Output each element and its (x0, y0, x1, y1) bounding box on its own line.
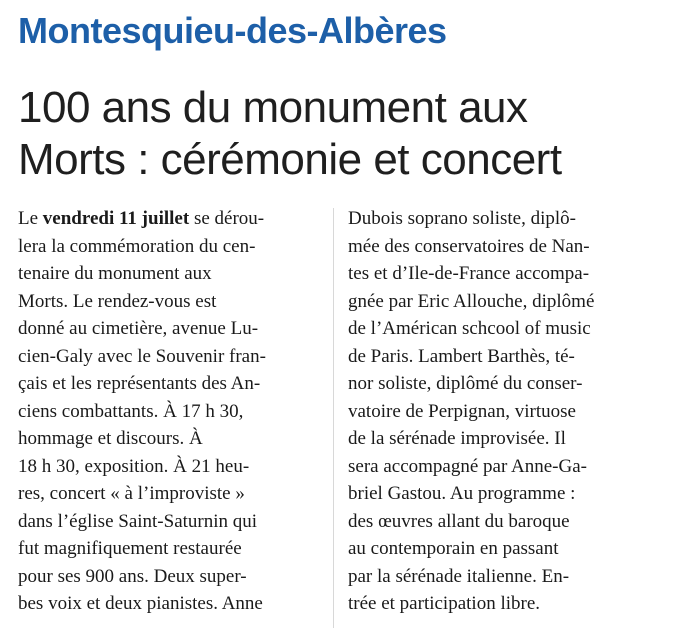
body-line: cien-Galy avec le Souvenir fran- (18, 345, 266, 367)
body-line: nor soliste, diplômé du conser- (348, 373, 583, 394)
body-line: hommage et discours. À (18, 428, 203, 449)
body-bold-date: vendredi 11 juillet (42, 208, 190, 229)
body-line: de la sérénade improvisée. Il (348, 428, 566, 449)
column-divider (333, 208, 334, 628)
body-line: fut magnifiquement restaurée (18, 538, 242, 559)
body-text: Le (18, 208, 43, 229)
body-line: mée des conservatoires de Nan- (348, 235, 590, 257)
body-line: au contemporain en passant (348, 538, 559, 559)
body-line: Dubois soprano soliste, diplô- (348, 208, 576, 229)
article-headline (18, 82, 562, 186)
body-line: 18 h 30, exposition. À 21 heu- (18, 455, 250, 477)
body-text: se dérou- (189, 208, 265, 229)
body-line: pour ses 900 ans. Deux super- (18, 565, 247, 587)
body-line: briel Gastou. Au programme : (348, 483, 576, 504)
body-line: donné au cimetière, avenue Lu- (18, 318, 259, 339)
body-line: sera accompagné par Anne-Ga- (348, 455, 587, 477)
body-line: de l’Américan schcool of music (348, 318, 591, 339)
body-line: Morts. Le rendez-vous est (18, 290, 217, 312)
body-line: par la sérénade italienne. En- (348, 565, 570, 587)
body-line: ciens combattants. À 17 h 30, (18, 400, 244, 422)
body-line: trée et participation libre. (348, 593, 541, 614)
article-kicker: Montesquieu-des-Albères (18, 10, 447, 51)
body-line (18, 205, 318, 233)
body-line: çais et les représentants des An- (18, 373, 261, 394)
body-line: tes et d’Ile-de-France accompa- (348, 263, 590, 284)
body-line: lera la commémoration du cen- (18, 235, 256, 257)
headline-line: Morts : cérémonie et concert (18, 135, 562, 184)
headline-line: 100 ans du monument aux (18, 83, 528, 132)
body-line: bes voix et deux pianistes. Anne (18, 593, 263, 614)
article-body-left-column (18, 205, 318, 618)
body-line: des œuvres allant du baroque (348, 510, 570, 532)
body-line: res, concert « à l’improviste » (18, 483, 245, 504)
body-line: dans l’église Saint-Saturnin qui (18, 510, 258, 532)
body-line: de Paris. Lambert Barthès, té- (348, 345, 575, 367)
body-line: vatoire de Perpignan, virtuose (348, 400, 576, 422)
article-body-right-column (348, 205, 658, 618)
body-line: tenaire du monument aux (18, 263, 212, 284)
body-line: gnée par Eric Allouche, diplômé (348, 290, 595, 312)
